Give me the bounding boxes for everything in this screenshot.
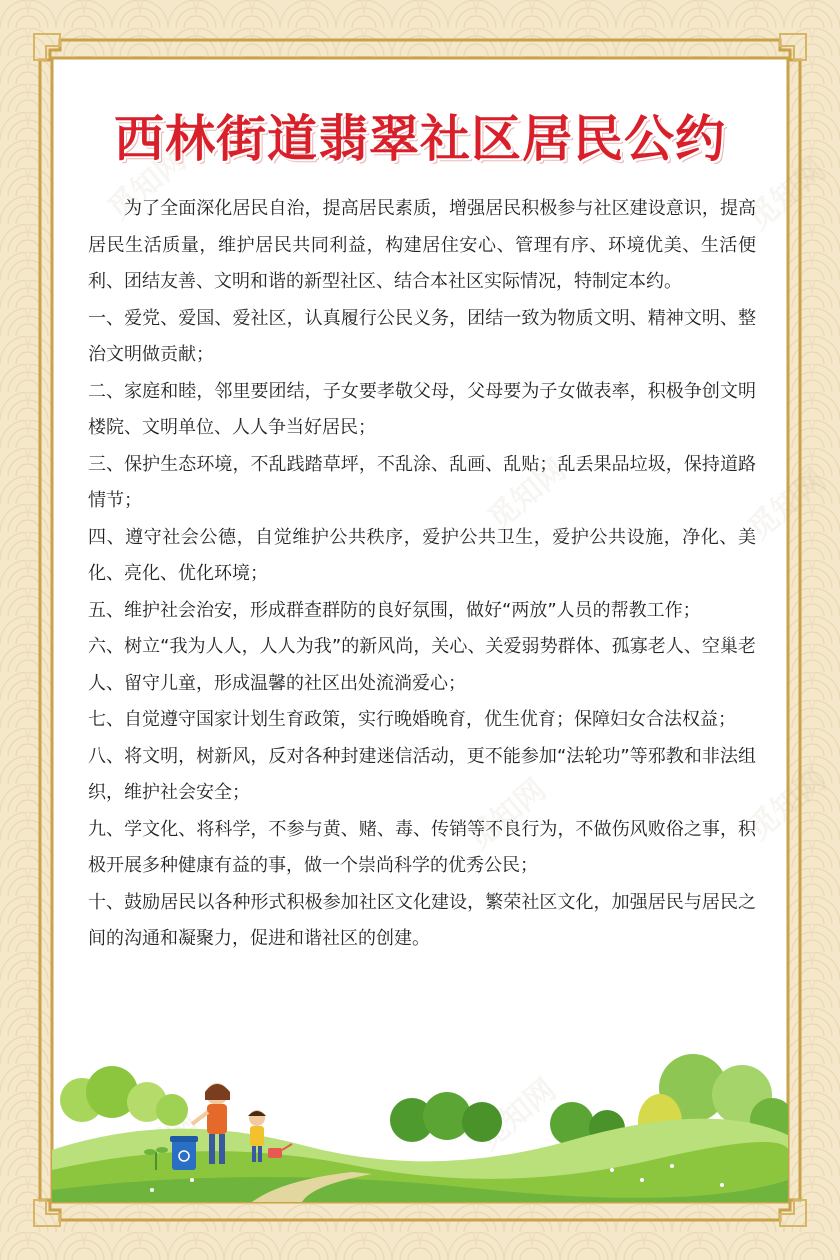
tree-cluster-left: [60, 1066, 188, 1126]
intro-paragraph: 为了全面深化居民自治，提高居民素质，增强居民积极参与社区建设意识，提高居民生活质量，维护居民共同利益，构建居住安心、管理有序、环境优美、生活便利、团结友善、文明和谐的新型社区、结合本社区实际情况，特制定本约。: [88, 198, 756, 292]
article-6: 六、树立“我为人人，人人为我”的新风尚，关心、关爱弱势群体、孤寡老人、空巢老人、留守儿童，形成温馨的社区出处流淌爱心；: [88, 636, 756, 694]
page-title: 西林街道翡翠社区居民公约: [114, 110, 726, 168]
article-5: 五、维护社会治安，形成群查群防的良好氛围，做好“两放”人员的帮教工作；: [88, 599, 701, 621]
recycle-bin-icon: [170, 1136, 198, 1170]
article-4: 四、遵守社会公德，自觉维护公共秩序，爱护公共卫生，爱护公共设施，净化、美化、亮化、优化环境；: [88, 526, 756, 584]
article-3: 三、保护生态环境，不乱践踏草坪，不乱涂、乱画、乱贴；乱丢果品垃圾，保持道路情节；: [88, 453, 756, 511]
article-2: 二、家庭和睦，邻里要团结，子女要孝敬父母，父母要为子女做表率，积极争创文明楼院、文明单位、人人争当好居民；: [88, 380, 756, 438]
article-7: 七、自觉遵守国家计划生育政策，实行晚婚晚育，优生优育；保障妇女合法权益；: [88, 709, 736, 730]
article-1: 一、爱党、爱国、爱社区，认真履行公民义务，团结一致为物质文明、精神文明、整治文明做贡献；: [88, 307, 756, 365]
article-10: 十、鼓励居民以各种形式积极参加社区文化建设，繁荣社区文化，加强居民与居民之间的沟通和凝聚力，促进和谐社区的创建。: [88, 891, 756, 949]
article-9: 九、学文化、将科学，不参与黄、赌、毒、传销等不良行为，不做伤风败俗之事，积极开展多种健康有益的事，做一个崇尚科学的优秀公民；: [88, 818, 756, 876]
article-8: 八、将文明，树新风，反对各种封建迷信活动，更不能参加“法轮功”等邪教和非法组织，维护社会安全；: [88, 745, 756, 803]
landscape-illustration: [52, 1040, 788, 1202]
convention-body: [88, 191, 756, 958]
